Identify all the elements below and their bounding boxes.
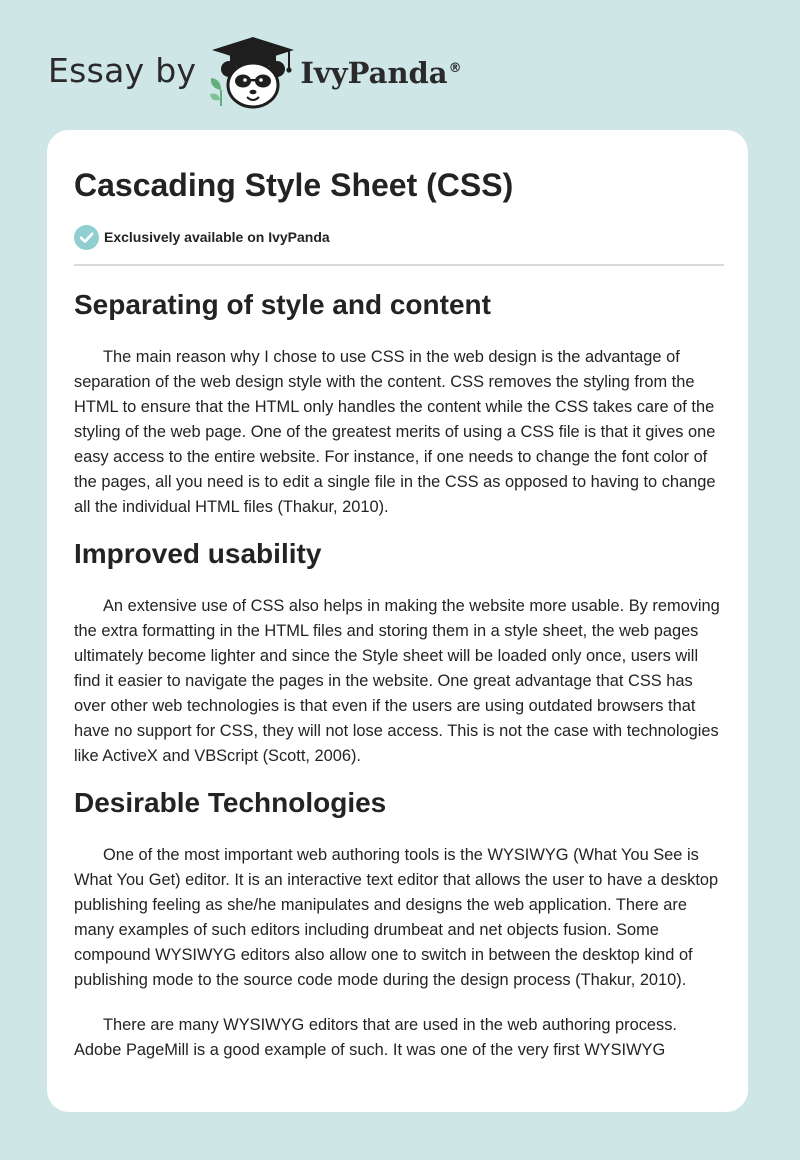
essay-content [74, 166, 724, 1063]
exclusive-label: Exclusively available on IvyPanda [104, 229, 330, 245]
brand-name[interactable]: IvyPanda® [300, 56, 462, 90]
registered-mark: ® [448, 61, 462, 77]
paragraph: The main reason why I chose to use CSS in the web design is the advantage of separation of the web design style with the content. CSS removes the styling from the HTML to ensure that the HTML only handles the content while the CSS takes care of the styling of the web page. One of the greatest merits of using a CSS file is that it gives one easy access to the entire website. For instance, if one needs to change the font color of the pages, all you need is to edit a single file in the CSS as opposed to having to change all the individual HTML files (Thakur, 2010). [74, 348, 716, 516]
essay-title: Cascading Style Sheet (CSS) [74, 167, 514, 203]
panda-graduate-logo-icon [208, 34, 298, 110]
section-heading-technologies: Desirable Technologies [74, 787, 387, 818]
section-heading-separating: Separating of style and content [74, 289, 491, 320]
section-heading-usability: Improved usability [74, 538, 322, 569]
site-header [48, 32, 462, 112]
brand-prefix: Essay by [48, 50, 197, 90]
title-divider [74, 264, 724, 266]
check-circle-icon [74, 225, 99, 250]
exclusive-badge [74, 224, 724, 250]
paragraph: An extensive use of CSS also helps in making the website more usable. By removing the extra formatting in the HTML files and storing them in a style sheet, the web pages ultimately become lighter and since the Style sheet will be loaded only once, users will find it easier to navigate the pages in the website. One great advantage that CSS has over other web technologies is that even if the users are using outdated browsers that have no support for CSS, they will not lose access. This is not the case with technologies like ActiveX and VBScript (Scott, 2006). [74, 597, 720, 765]
essay-card [47, 130, 748, 1112]
paragraph: One of the most important web authoring tools is the WYSIWYG (What You See is What You Get) editor. It is an interactive text editor that allows the user to have a desktop publishing feeling as she/he manipulates and designs the web application. There are many examples of such editors including drumbeat and net objects fusion. Some compound WYSIWYG editors also allow one to switch in between the desktop kind of publishing mode to the source code mode during the design process (Thakur, 2010). [74, 846, 719, 989]
paragraph: There are many WYSIWYG editors that are used in the web authoring process. Adobe PageMill is a good example of such. It was one of the very first WYSIWYG [74, 1016, 677, 1059]
